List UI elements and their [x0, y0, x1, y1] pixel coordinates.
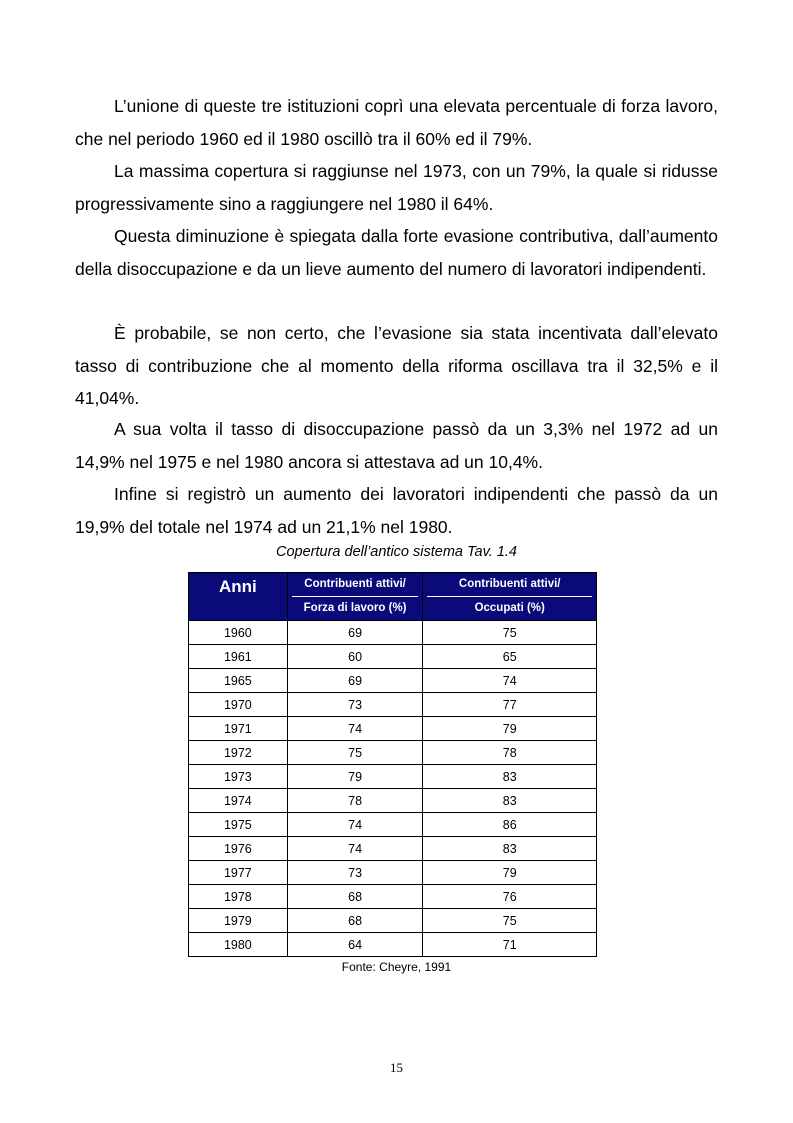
cell-year: 1976 [189, 837, 288, 861]
table-row [189, 813, 597, 837]
paragraph-2: La massima copertura si raggiunse nel 1973, con un 79%, la quale si ridusse progressivamente sino a raggiungere nel 1980 il 64%. [75, 161, 718, 214]
cell-year: 1972 [189, 741, 288, 765]
cell-forza-lavoro: 73 [287, 861, 423, 885]
cell-year: 1971 [189, 717, 288, 741]
header-forza-lavoro-line1: Contribuenti attivi/ [292, 573, 419, 597]
cell-forza-lavoro: 60 [287, 645, 423, 669]
table-row [189, 669, 597, 693]
cell-occupati: 77 [423, 693, 597, 717]
cell-forza-lavoro: 69 [287, 669, 423, 693]
table-row [189, 861, 597, 885]
header-forza-lavoro [287, 573, 423, 621]
cell-occupati: 79 [423, 717, 597, 741]
cell-occupati: 74 [423, 669, 597, 693]
paragraph-6: Infine si registrò un aumento dei lavoratori indipendenti che passò da un 19,9% del totale nel 1974 ad un 21,1% nel 1980. [75, 484, 718, 537]
cell-forza-lavoro: 73 [287, 693, 423, 717]
cell-forza-lavoro: 75 [287, 741, 423, 765]
paragraph-3: Questa diminuzione è spiegata dalla forte evasione contributiva, dall’aumento della disoccupazione e da un lieve aumento del numero di lavoratori indipendenti. [75, 226, 718, 279]
coverage-table [188, 572, 597, 957]
table-row [189, 741, 597, 765]
table-row [189, 621, 597, 645]
page-number: 15 [390, 1060, 403, 1075]
cell-occupati: 83 [423, 789, 597, 813]
paragraph-5: A sua volta il tasso di disoccupazione passò da un 3,3% nel 1972 ad un 14,9% nel 1975 e nel 1980 ancora si attestava ad un 10,4%. [75, 419, 718, 472]
cell-year: 1970 [189, 693, 288, 717]
cell-year: 1961 [189, 645, 288, 669]
table-row [189, 693, 597, 717]
cell-occupati: 71 [423, 933, 597, 957]
cell-forza-lavoro: 69 [287, 621, 423, 645]
cell-forza-lavoro: 79 [287, 765, 423, 789]
cell-occupati: 75 [423, 621, 597, 645]
table-source: Fonte: Cheyre, 1991 [341, 960, 452, 974]
cell-occupati: 76 [423, 885, 597, 909]
cell-occupati: 83 [423, 765, 597, 789]
table-row [189, 717, 597, 741]
header-anni-label: Anni [218, 577, 257, 596]
table-row [189, 645, 597, 669]
table-row [189, 789, 597, 813]
table-header-row [189, 573, 597, 621]
table-row [189, 837, 597, 861]
table-row [189, 909, 597, 933]
table-row [189, 885, 597, 909]
cell-year: 1974 [189, 789, 288, 813]
cell-year: 1973 [189, 765, 288, 789]
cell-occupati: 83 [423, 837, 597, 861]
cell-forza-lavoro: 78 [287, 789, 423, 813]
header-forza-lavoro-line2: Forza di lavoro (%) [303, 602, 407, 614]
header-occupati [423, 573, 597, 621]
cell-year: 1977 [189, 861, 288, 885]
table-row [189, 933, 597, 957]
cell-forza-lavoro: 74 [287, 813, 423, 837]
cell-occupati: 78 [423, 741, 597, 765]
cell-occupati: 75 [423, 909, 597, 933]
header-occupati-line2: Occupati (%) [474, 602, 545, 614]
paragraph-4: È probabile, se non certo, che l’evasione sia stata incentivata dall’elevato tasso di contribuzione che al momento della riforma oscillava tra il 32,5% e il 41,04%. [75, 323, 718, 408]
cell-forza-lavoro: 64 [287, 933, 423, 957]
cell-forza-lavoro: 68 [287, 909, 423, 933]
cell-year: 1979 [189, 909, 288, 933]
cell-year: 1965 [189, 669, 288, 693]
table-caption: Copertura dell’antico sistema Tav. 1.4 [276, 544, 517, 560]
cell-forza-lavoro: 68 [287, 885, 423, 909]
cell-occupati: 79 [423, 861, 597, 885]
header-occupati-line1: Contribuenti attivi/ [427, 573, 592, 597]
cell-occupati: 86 [423, 813, 597, 837]
cell-occupati: 65 [423, 645, 597, 669]
cell-year: 1960 [189, 621, 288, 645]
cell-forza-lavoro: 74 [287, 837, 423, 861]
cell-year: 1978 [189, 885, 288, 909]
cell-year: 1975 [189, 813, 288, 837]
paragraph-1: L’unione di queste tre istituzioni coprì una elevata percentuale di forza lavoro, che nel periodo 1960 ed il 1980 oscillò tra il 60% ed il 79%. [75, 96, 718, 149]
header-anni [189, 573, 288, 621]
cell-year: 1980 [189, 933, 288, 957]
cell-forza-lavoro: 74 [287, 717, 423, 741]
table-row [189, 765, 597, 789]
